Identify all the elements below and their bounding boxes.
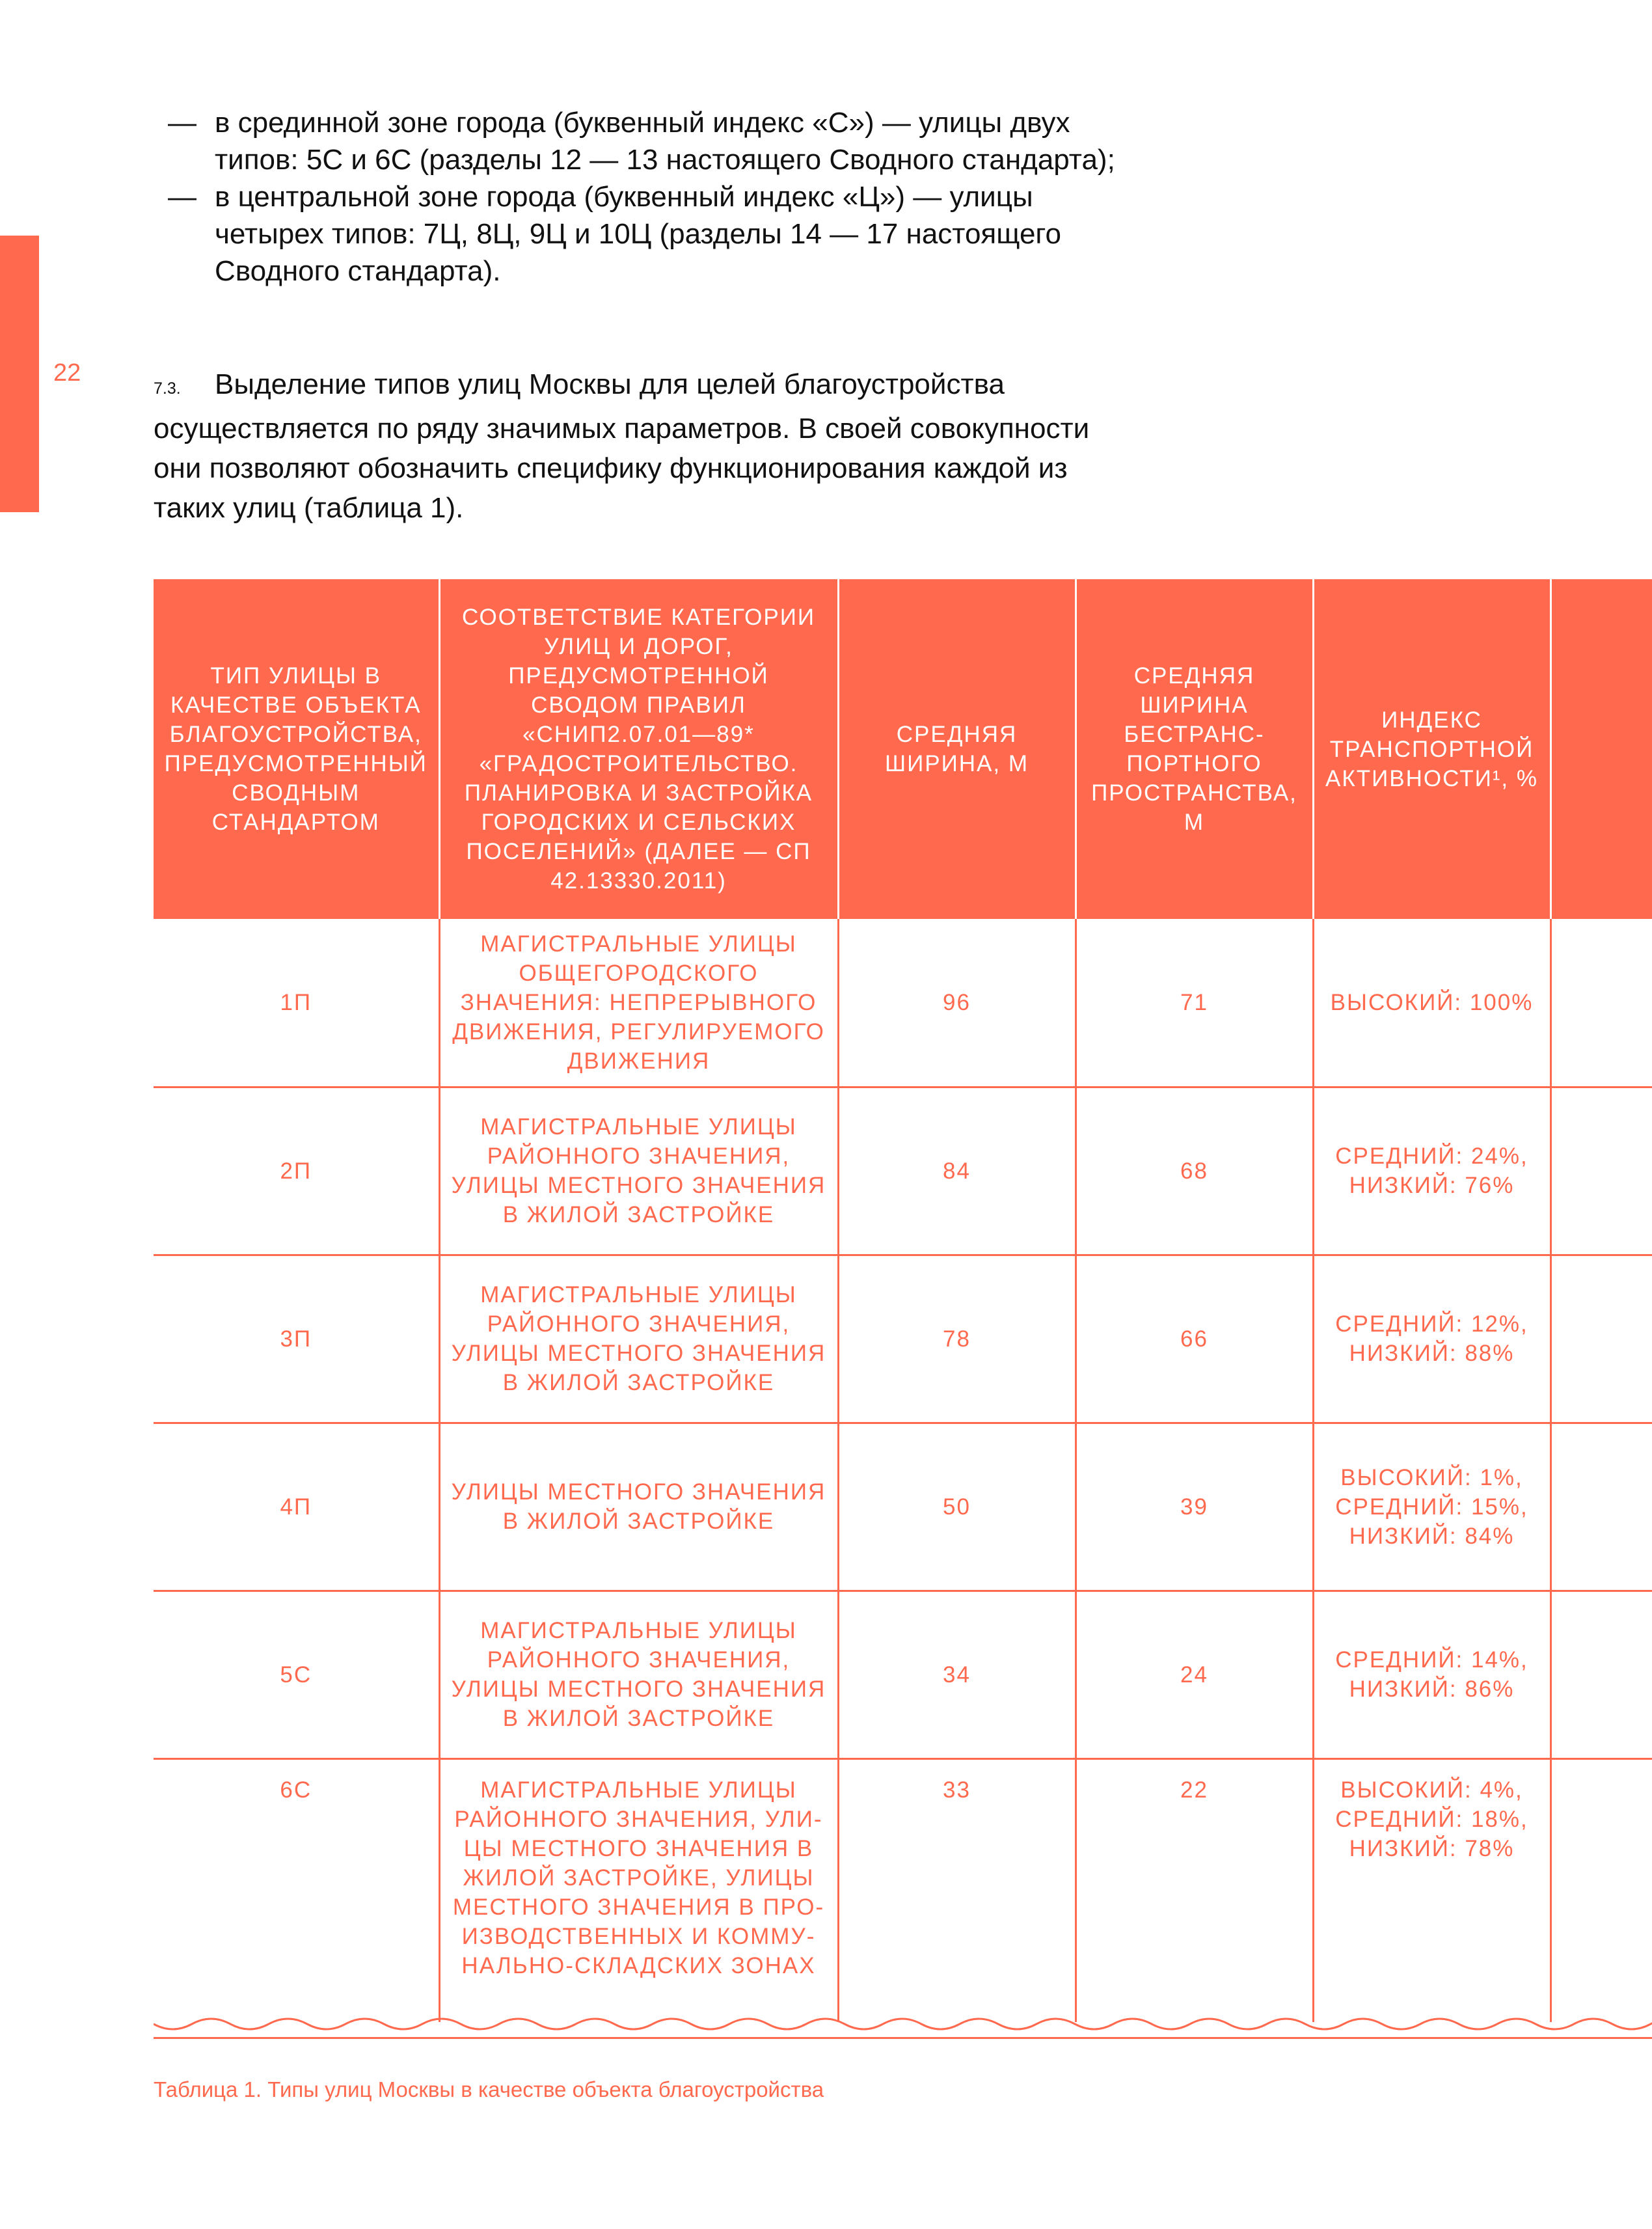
table-header-row (154, 579, 1652, 919)
cell-category: УЛИЦЫ МЕСТНОГО ЗНАЧЕНИЯ В ЖИЛОЙ ЗАСТРОЙКЕ (439, 1423, 838, 1591)
cell-category: МАГИСТРАЛЬНЫЕ УЛИЦЫ РАЙОННОГО ЗНАЧЕНИЯ, УЛИЦЫ МЕСТНОГО ЗНАЧЕНИЯ В ЖИЛОЙ ЗАСТРОЙКЕ (439, 1255, 838, 1423)
cell-type: 5С (154, 1591, 439, 1758)
table-row (154, 1423, 1652, 1591)
table-row (154, 1758, 1652, 2022)
cell-pedestrian-width: 24 (1076, 1591, 1313, 1758)
cell-category: МАГИСТРАЛЬНЫЕ УЛИЦЫ РАЙОННОГО ЗНАЧЕНИЯ, УЛИЦЫ МЕСТНОГО ЗНАЧЕНИЯ В ЖИЛОЙ ЗАСТРОЙКЕ (439, 1087, 838, 1255)
table-row (154, 1255, 1652, 1423)
table-wrapper (154, 579, 1652, 2040)
cell-avg-width: 50 (838, 1423, 1076, 1591)
header-cut-column (1550, 579, 1652, 919)
cell-transport-index: ВЫСОКИЙ: 100% (1313, 919, 1550, 1087)
bullet-text: в срединной зоне города (буквенный индекс «С») — улицы двух типов: 5С и 6С (разделы 12 — 13 настоящего Сводного стандарта); (215, 107, 1115, 176)
cell-pedestrian-width: 71 (1076, 919, 1313, 1087)
bullet-list (168, 104, 1144, 290)
header-transport-index: ИНДЕКС ТРАНСПОРТНОЙ АКТИВНОСТИ¹, % (1313, 579, 1550, 919)
cell-transport-index: ВЫСОКИЙ: 1%, СРЕДНИЙ: 15%, НИЗКИЙ: 84% (1313, 1423, 1550, 1591)
cell-cut (1550, 1758, 1652, 2022)
cell-avg-width: 96 (838, 919, 1076, 1087)
cell-category: МАГИСТРАЛЬНЫЕ УЛИЦЫ РАЙОННОГО ЗНАЧЕНИЯ, УЛИЦЫ МЕСТНОГО ЗНАЧЕНИЯ В ЖИЛОЙ ЗАСТРОЙКЕ (439, 1591, 838, 1758)
header-category: СООТВЕТСТВИЕ КАТЕГОРИИ УЛИЦ И ДОРОГ, ПРЕДУСМОТРЕННОЙ СВОДОМ ПРАВИЛ «СНИП2.07.01—89* «ГРАДОСТРОИТЕЛЬСТВО. ПЛАНИРОВКА И ЗАСТРОЙКА ГОРОДСКИХ И СЕЛЬСКИХ ПОСЕЛЕНИЙ» (ДАЛЕЕ — СП 42.13330.2011) (439, 579, 838, 919)
page-number: 22 (53, 359, 81, 387)
bullet-dash: — (168, 107, 196, 139)
cell-type: 4П (154, 1423, 439, 1591)
table-row (154, 919, 1652, 1087)
cell-type: 3П (154, 1255, 439, 1423)
street-types-table (154, 579, 1652, 2022)
cell-transport-index: СРЕДНИЙ: 24%, НИЗКИЙ: 76% (1313, 1087, 1550, 1255)
cell-cut (1550, 919, 1652, 1087)
cell-cut (1550, 1423, 1652, 1591)
cell-cut (1550, 1087, 1652, 1255)
cell-avg-width: 34 (838, 1591, 1076, 1758)
cell-transport-index: СРЕДНИЙ: 14%, НИЗКИЙ: 86% (1313, 1591, 1550, 1758)
cell-category: МАГИСТРАЛЬНЫЕ УЛИЦЫ ОБЩЕГОРОДСКОГО ЗНАЧЕНИЯ: НЕПРЕРЫВНОГО ДВИЖЕНИЯ, РЕГУЛИРУЕМОГО ДВИЖЕНИЯ (439, 919, 838, 1087)
cell-type: 1П (154, 919, 439, 1087)
cell-transport-index: ВЫСОКИЙ: 4%, СРЕДНИЙ: 18%, НИЗКИЙ: 78% (1313, 1758, 1550, 2022)
side-accent-bar (0, 236, 39, 512)
cell-pedestrian-width: 22 (1076, 1758, 1313, 2022)
cell-pedestrian-width: 68 (1076, 1087, 1313, 1255)
cell-transport-index: СРЕДНИЙ: 12%, НИЗКИЙ: 88% (1313, 1255, 1550, 1423)
table-caption: Таблица 1. Типы улиц Москвы в качестве объекта благоустройства (154, 2077, 824, 2101)
table-bottom-line (154, 2037, 1652, 2039)
cell-avg-width: 78 (838, 1255, 1076, 1423)
cell-avg-width: 33 (838, 1758, 1076, 2022)
table-row (154, 1591, 1652, 1758)
bullet-item (168, 178, 1144, 290)
cell-cut (1550, 1255, 1652, 1423)
cell-cut (1550, 1591, 1652, 1758)
header-street-type: ТИП УЛИЦЫ В КАЧЕСТВЕ ОБЪЕКТА БЛАГОУСТРОЙСТВА, ПРЕДУСМОТРЕННЫЙ СВОДНЫМ СТАНДАРТОМ (154, 579, 439, 919)
cell-type: 2П (154, 1087, 439, 1255)
bullet-text: в центральной зоне города (буквенный индекс «Ц») — улицы четырех типов: 7Ц, 8Ц, 9Ц и 10Ц (разделы 14 — 17 настоящего Сводного стандарта). (215, 181, 1061, 287)
wave-line (154, 2019, 1652, 2029)
cell-pedestrian-width: 39 (1076, 1423, 1313, 1591)
header-avg-width: СРЕДНЯЯ ШИРИНА, М (838, 579, 1076, 919)
bullet-item (168, 104, 1144, 178)
header-pedestrian-width: СРЕДНЯЯ ШИРИНА БЕСТРАНС-ПОРТНОГО ПРОСТРАНСТВА, М (1076, 579, 1313, 919)
paragraph-text: Выделение типов улиц Москвы для целей благоустройства осуществляется по ряду значимых параметров. В своей совокупности они позволяют обозначить специфику функционирования каждой из таких улиц (таблица 1). (154, 368, 1090, 524)
cell-type: 6С (154, 1758, 439, 2022)
cell-pedestrian-width: 66 (1076, 1255, 1313, 1423)
paragraph-number: 7.3. (154, 379, 181, 398)
bullet-dash: — (168, 181, 196, 213)
table-row (154, 1087, 1652, 1255)
paragraph (154, 364, 1117, 528)
cell-avg-width: 84 (838, 1087, 1076, 1255)
cell-category: МАГИСТРАЛЬНЫЕ УЛИЦЫ РАЙОННОГО ЗНАЧЕНИЯ, УЛИ-ЦЫ МЕСТНОГО ЗНАЧЕНИЯ В ЖИЛОЙ ЗАСТРОЙКЕ, УЛИЦЫ МЕСТНОГО ЗНАЧЕНИЯ В ПРО-ИЗВОДСТВЕННЫХ И КОММУ-НАЛЬНО-СКЛАДСКИХ ЗОНАХ (439, 1758, 838, 2022)
